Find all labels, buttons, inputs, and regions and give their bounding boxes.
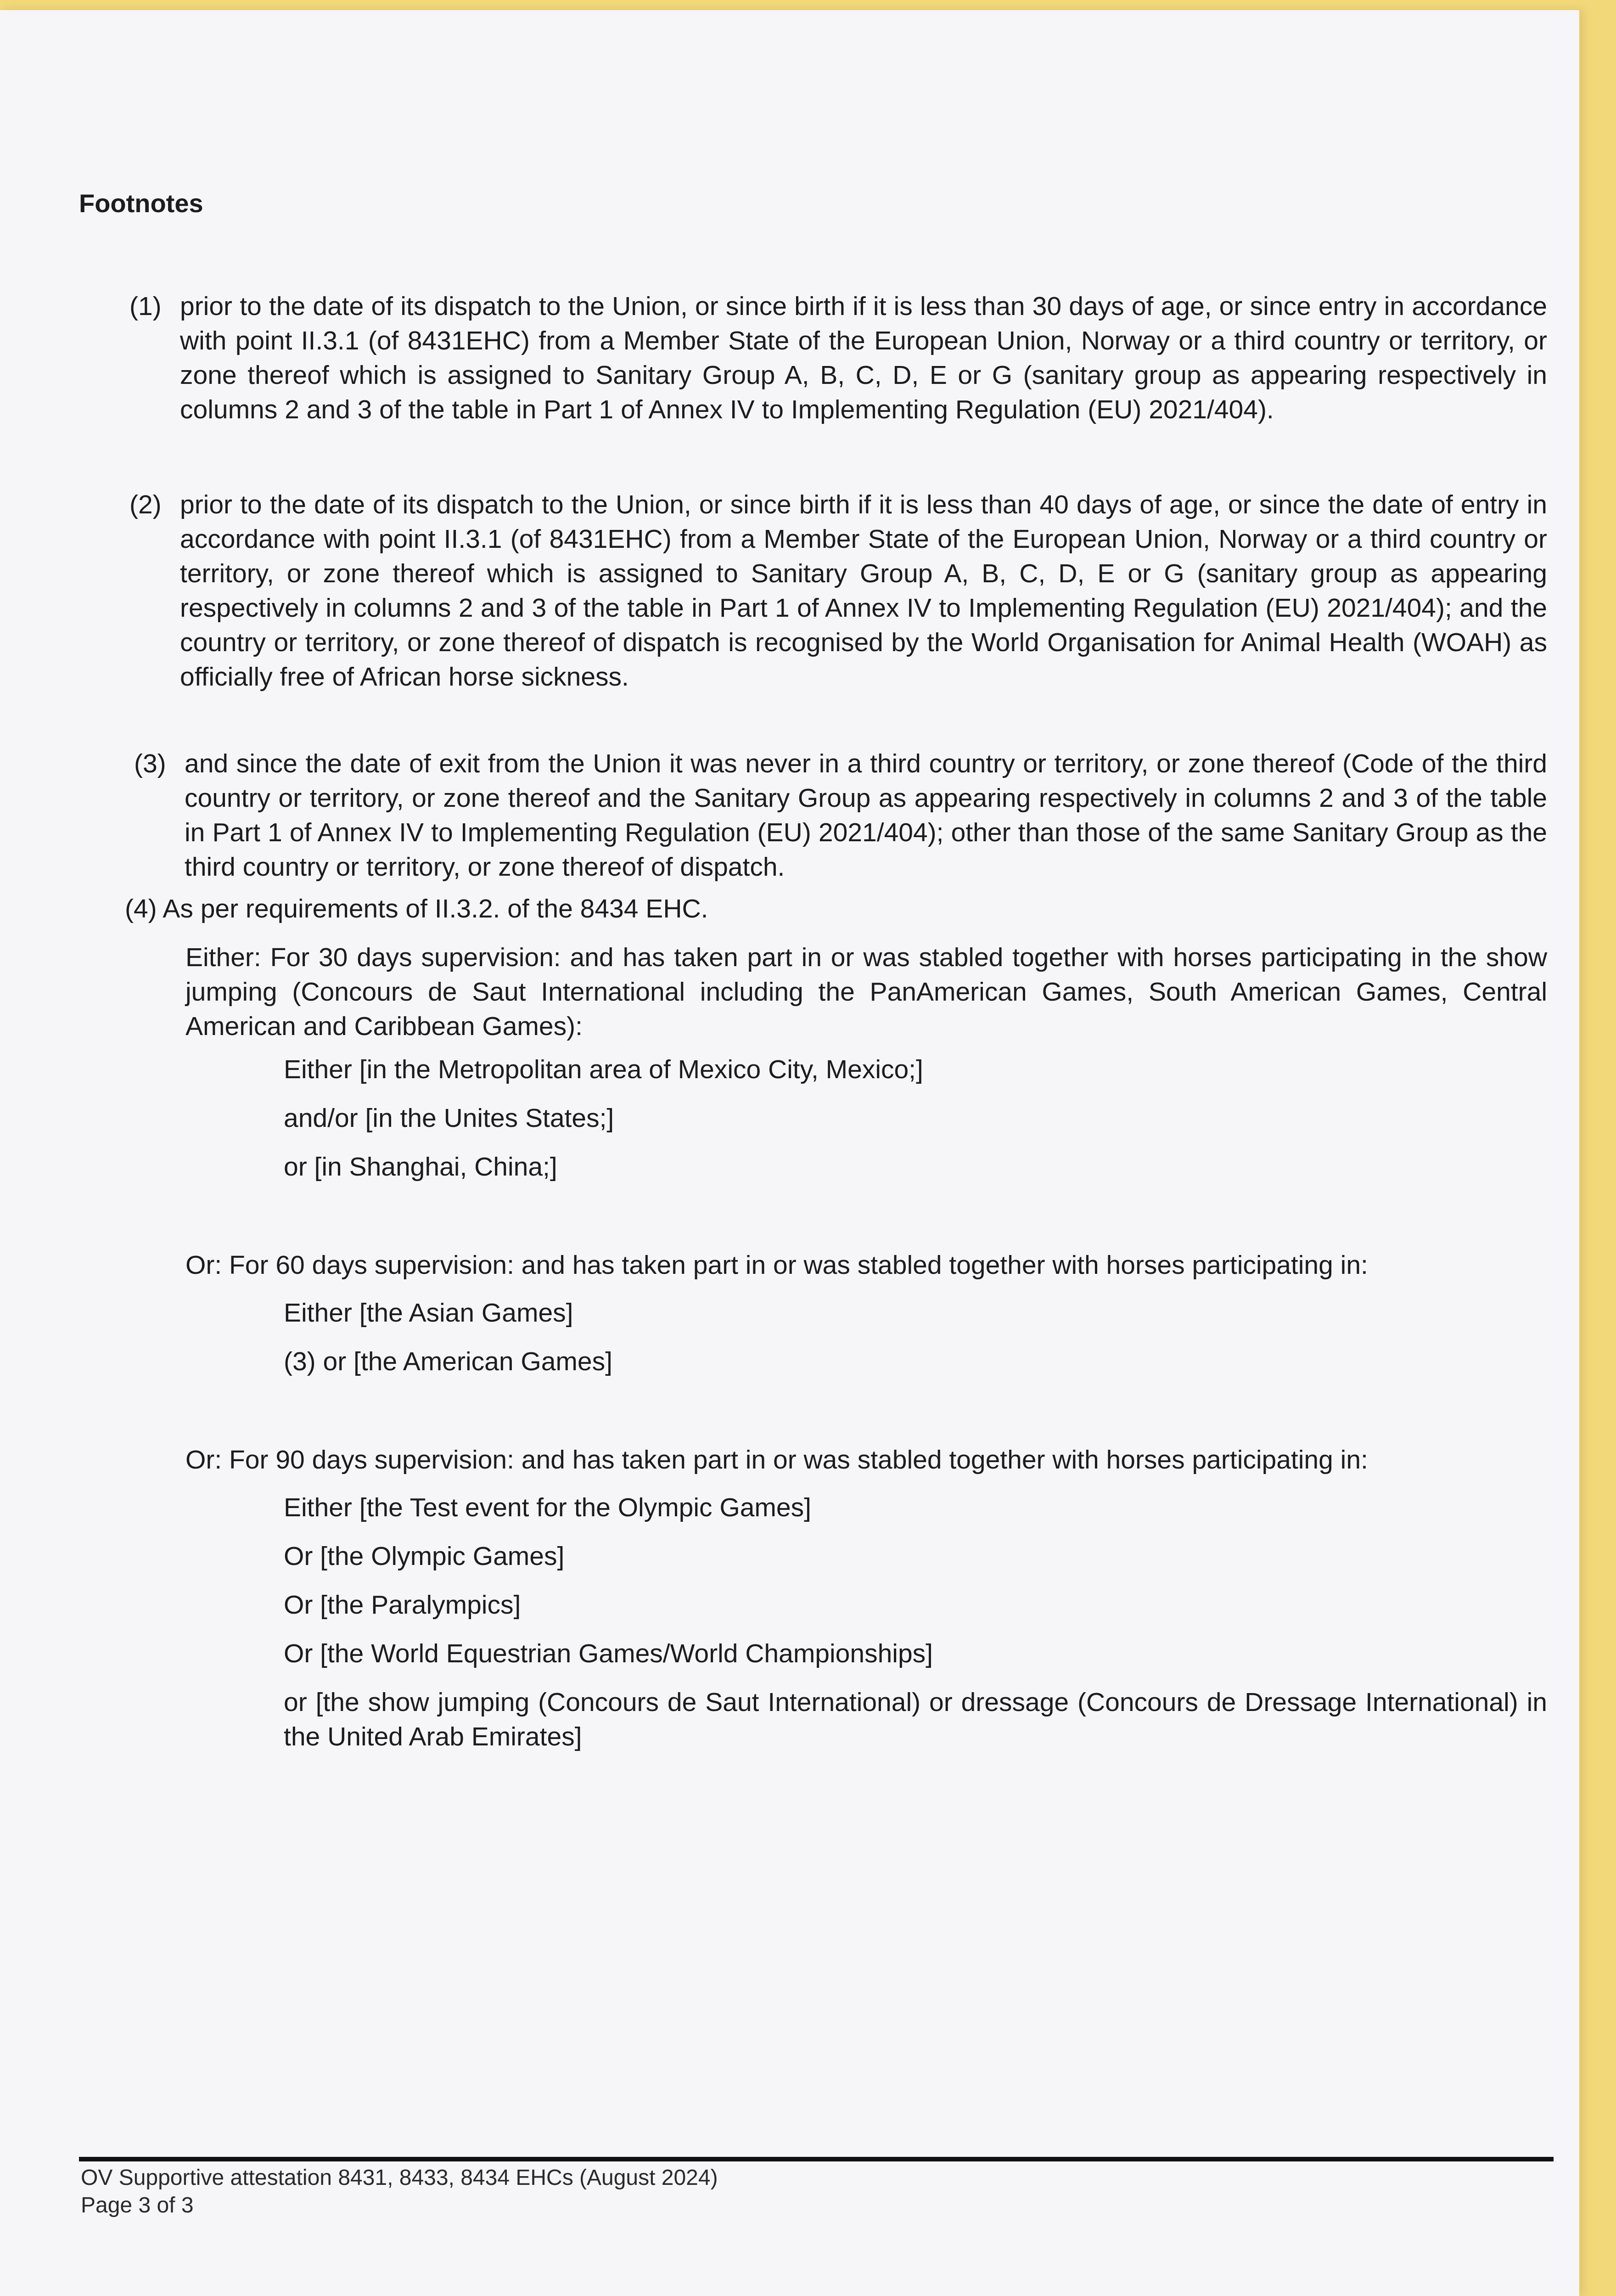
footnote-2-text: prior to the date of its dispatch to the Union, or since birth if it is less than 40 days of age, or since the date of entry in accordance with point II.3.1 (of 8431EHC) from a Member State of the European Union, Norway or a third country or territory, or zone thereof which is assigned to Sanitary Group A, B, C, D, E or G (sanitary group as appearing respectively in columns 2 and 3 of the table in Part 1 of Annex IV to Implementing Regulation (EU) 2021/404); and the country or territory, or zone thereof of dispatch is recognised by the World Organisation for Animal Health (WOAH) as officially free of African horse sickness. <box>180 490 1547 692</box>
footer-page-number: Page 3 of 3 <box>81 2193 194 2217</box>
option-90-item-3: Or [the Paralympics] <box>284 1590 521 1620</box>
option-60-item-2: (3) or [the American Games] <box>284 1347 612 1376</box>
option-90-days-text: Or: For 90 days supervision: and has taken part in or was stabled together with horses participating in: <box>185 1445 1368 1474</box>
option-90-item-4: Or [the World Equestrian Games/World Championships] <box>284 1639 933 1668</box>
footnote-2-number: (2) <box>129 490 162 519</box>
footnote-3 <box>134 747 1547 884</box>
option-30-item-2: and/or [in the Unites States;] <box>284 1103 614 1133</box>
document-page <box>0 10 1579 2296</box>
option-30-days-text: Either: For 30 days supervision: and has taken part in or was stabled together with horses participating in the show jumping (Concours de Saut International including the PanAmerican Games, South American Games, Central American and Caribbean Games): <box>185 943 1547 1041</box>
footnote-4-heading: (4) As per requirements of II.3.2. of the 8434 EHC. <box>125 894 708 923</box>
option-30-item-3: or [in Shanghai, China;] <box>284 1152 557 1182</box>
footnote-1-text: prior to the date of its dispatch to the Union, or since birth if it is less than 30 days of age, or since entry in accordance with point II.3.1 (of 8431EHC) from a Member State of the European Union, Norway or a third country or territory, or zone thereof which is assigned to Sanitary Group A, B, C, D, E or G (sanitary group as appearing respectively in columns 2 and 3 of the table in Part 1 of Annex IV to Implementing Regulation (EU) 2021/404). <box>180 292 1547 424</box>
option-60-item-1: Either [the Asian Games] <box>284 1298 573 1328</box>
option-60-days-text: Or: For 60 days supervision: and has taken part in or was stabled together with horses participating in: <box>185 1250 1368 1280</box>
option-90-item-2: Or [the Olympic Games] <box>284 1542 565 1571</box>
footnote-2 <box>129 488 1547 694</box>
footer-title: OV Supportive attestation 8431, 8433, 8434 EHCs (August 2024) <box>81 2166 718 2190</box>
footnote-1-number: (1) <box>129 292 162 321</box>
option-90-item-1: Either [the Test event for the Olympic Games] <box>284 1493 811 1522</box>
footer-divider <box>79 2157 1554 2161</box>
footnote-3-number: (3) <box>134 749 166 778</box>
footnote-1 <box>129 289 1547 427</box>
footnote-3-text: and since the date of exit from the Union it was never in a third country or territory, or zone thereof (Code of the third country or territory, or zone thereof and the Sanitary Group as appearing respectively in columns 2 and 3 of the table in Part 1 of Annex IV to Implementing Regulation (EU) 2021/404); other than those of the same Sanitary Group as the third country or territory, or zone thereof of dispatch. <box>185 749 1547 882</box>
option-90-item-5: or [the show jumping (Concours de Saut International) or dressage (Concours de Dressage International) in the United Arab Emirates] <box>284 1688 1547 1751</box>
option-30-item-1: Either [in the Metropolitan area of Mexico City, Mexico;] <box>284 1055 923 1084</box>
footnotes-heading: Footnotes <box>79 189 203 218</box>
